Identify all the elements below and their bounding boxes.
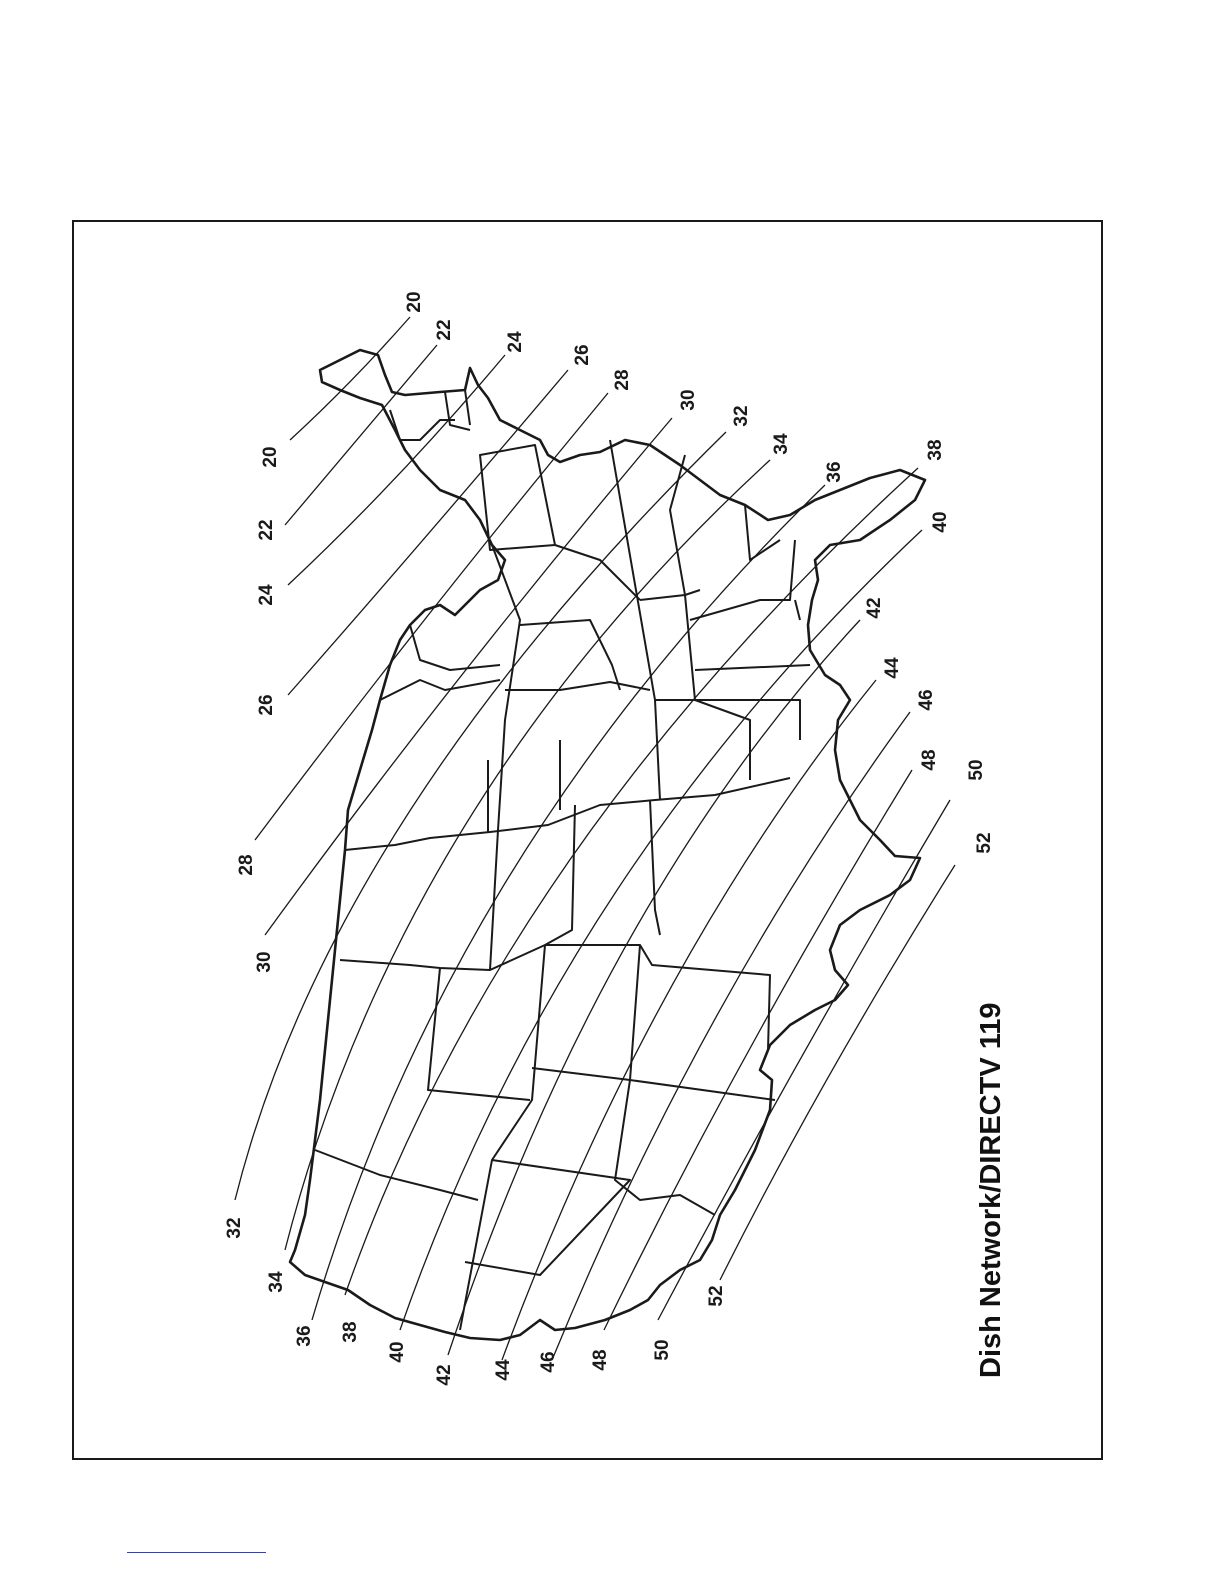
label-top-48: 48	[919, 749, 940, 771]
elevation-line-52	[720, 865, 955, 1280]
label-top-28: 28	[612, 369, 633, 391]
label-top-36: 36	[824, 461, 845, 483]
label-top-32: 32	[731, 405, 752, 427]
label-bottom-52: 52	[706, 1285, 727, 1307]
label-top-52: 52	[974, 832, 995, 854]
map-title: Dish Network/DIRECTV 119	[975, 1002, 1007, 1378]
label-top-40: 40	[930, 511, 951, 533]
label-top-42: 42	[864, 597, 885, 619]
label-top-24: 24	[505, 331, 526, 353]
label-bottom-22: 22	[256, 519, 277, 541]
top-labels	[404, 291, 995, 853]
label-bottom-42: 42	[434, 1364, 455, 1386]
label-bottom-32: 32	[224, 1217, 245, 1239]
label-bottom-50: 50	[652, 1339, 673, 1361]
elevation-line-34	[285, 460, 770, 1250]
elevation-line-32	[235, 432, 726, 1200]
footer-link-underline[interactable]	[127, 1552, 266, 1553]
elevation-line-24	[288, 355, 505, 585]
label-top-26: 26	[572, 344, 593, 366]
label-top-34: 34	[771, 433, 792, 455]
label-bottom-20: 20	[260, 446, 281, 468]
elevation-line-26	[288, 370, 568, 695]
label-bottom-34: 34	[266, 1271, 287, 1293]
elevation-line-40	[400, 530, 922, 1330]
label-top-30: 30	[678, 389, 699, 411]
label-bottom-24: 24	[256, 584, 277, 606]
label-top-44: 44	[882, 657, 903, 679]
label-bottom-40: 40	[387, 1341, 408, 1363]
label-bottom-44: 44	[493, 1359, 514, 1381]
label-top-22: 22	[434, 319, 455, 341]
elevation-line-50	[658, 800, 950, 1320]
elevation-line-48	[604, 770, 912, 1330]
label-bottom-36: 36	[294, 1325, 315, 1347]
elevation-line-22	[285, 345, 437, 525]
label-top-20: 20	[404, 291, 425, 313]
label-top-50: 50	[966, 759, 987, 781]
label-bottom-26: 26	[256, 694, 277, 716]
label-bottom-38: 38	[340, 1321, 361, 1343]
label-top-38: 38	[925, 439, 946, 461]
label-bottom-28: 28	[236, 854, 257, 876]
label-bottom-46: 46	[538, 1351, 559, 1373]
elevation-line-42	[448, 620, 860, 1355]
label-bottom-48: 48	[590, 1349, 611, 1371]
label-top-46: 46	[916, 689, 937, 711]
label-bottom-30: 30	[254, 951, 275, 973]
elevation-line-44	[502, 680, 876, 1360]
elevation-line-30	[265, 418, 672, 935]
